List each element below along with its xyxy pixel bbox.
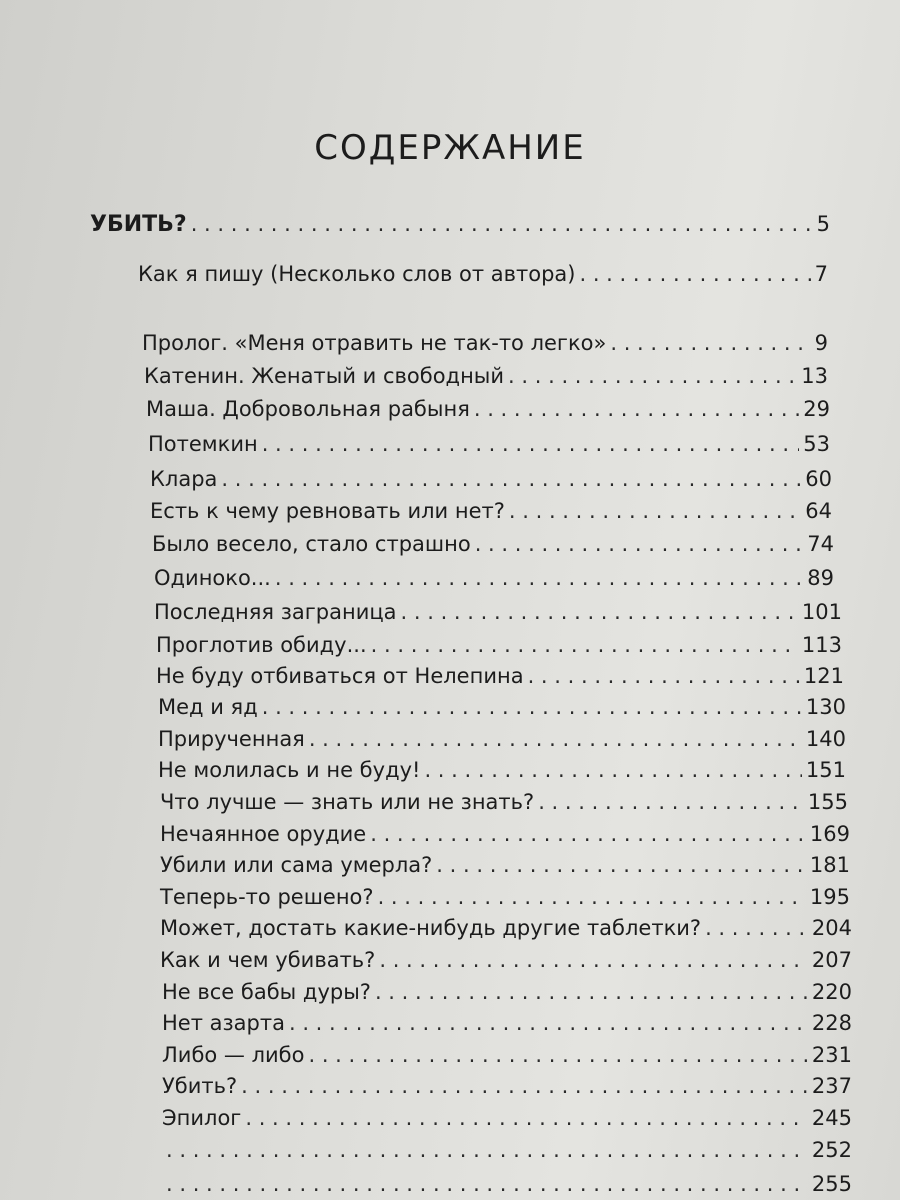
toc-entry [156, 633, 842, 657]
toc-entry [162, 1011, 852, 1035]
toc-leader-dots [538, 790, 804, 814]
toc-page-number: 7 [814, 262, 828, 286]
toc-entry-title: Не все бабы дуры? [162, 980, 371, 1004]
toc-page-number: 101 [801, 600, 842, 624]
toc-entry [162, 1138, 852, 1162]
toc-entry-title: Как я пишу (Несколько слов от автора) [138, 262, 576, 286]
toc-entry [154, 600, 842, 624]
toc-entry [152, 532, 834, 556]
toc-page-number: 151 [805, 758, 846, 782]
toc-leader-dots [166, 1172, 808, 1196]
toc-page-number: 121 [803, 664, 844, 688]
toc-entry [156, 664, 844, 688]
toc-leader-dots [705, 916, 808, 940]
toc-leader-dots [241, 1074, 808, 1098]
toc-page-number: 13 [801, 364, 828, 388]
toc-entry-title: Нечаянное орудие [160, 822, 367, 846]
toc-entry [142, 331, 828, 355]
toc-leader-dots [309, 727, 802, 751]
toc-entry [162, 1172, 852, 1196]
toc-page-number: 245 [811, 1106, 852, 1130]
toc-entry [144, 364, 828, 388]
toc-page-number: 113 [801, 633, 842, 657]
toc-leader-dots [436, 853, 806, 877]
toc-entry-title: Маша. Добровольная рабыня [146, 397, 470, 421]
toc-entry-title: Проглотив обиду... [156, 633, 367, 657]
toc-entry [160, 853, 850, 877]
toc-leader-dots [610, 331, 810, 355]
toc-leader-dots [401, 600, 798, 624]
toc-entry-title: Теперь-то решено? [160, 885, 374, 909]
toc-entry [158, 758, 846, 782]
toc-leader-dots [379, 948, 808, 972]
toc-leader-dots [375, 980, 808, 1004]
toc-entry [90, 212, 830, 237]
toc-entry-title: Мед и яд [158, 695, 258, 719]
toc-entry-title: Не буду отбиваться от Нелепина [156, 664, 524, 688]
toc-entry-title: Катенин. Женатый и свободный [144, 364, 505, 388]
toc-entry [150, 499, 832, 523]
page-title: СОДЕРЖАНИЕ [314, 128, 586, 168]
toc-leader-dots [245, 1106, 808, 1130]
toc-page-number: 29 [803, 397, 830, 421]
toc-leader-dots [579, 262, 810, 286]
toc-entry-title: Убить? [162, 1074, 238, 1098]
toc-leader-dots [166, 1138, 808, 1162]
toc-entry [160, 790, 848, 814]
toc-page-number: 252 [811, 1138, 852, 1162]
toc-entry [162, 1106, 852, 1130]
toc-entry [160, 916, 852, 940]
toc-entry [162, 1074, 852, 1098]
toc-page-number: 207 [811, 948, 852, 972]
toc-entry-title: Есть к чему ревновать или нет? [150, 499, 505, 523]
toc-leader-dots [474, 397, 799, 421]
toc-leader-dots [475, 532, 804, 556]
toc-entry-title: Одиноко... [154, 566, 271, 590]
toc-entry [148, 432, 830, 456]
toc-leader-dots [528, 664, 800, 688]
toc-page-number: 140 [805, 727, 846, 751]
toc-page-number: 255 [811, 1172, 852, 1196]
toc-page-number: 89 [807, 566, 834, 590]
toc-page-number: 130 [805, 695, 846, 719]
toc-entry [150, 467, 832, 491]
toc-entry-title: Не молилась и не буду! [158, 758, 421, 782]
toc-entry-title: Может, достать какие-нибудь другие таблетки? [160, 916, 702, 940]
toc-entry-title: Что лучше — знать или не знать? [160, 790, 535, 814]
toc-page-number: 204 [811, 916, 852, 940]
toc-page-number: 220 [811, 980, 852, 1004]
toc-entry [158, 727, 846, 751]
toc-entry [160, 885, 850, 909]
toc-entry-title: Последняя заграница [154, 600, 397, 624]
toc-entry-title: Пролог. «Меня отравить не так-то легко» [142, 331, 607, 355]
toc-leader-dots [308, 1043, 807, 1067]
toc-entry [162, 980, 852, 1004]
toc-page-number: 231 [811, 1043, 852, 1067]
toc-page-number: 64 [805, 499, 832, 523]
toc-leader-dots [221, 467, 801, 491]
toc-page-number: 9 [814, 331, 828, 355]
toc-entry-title: УБИТЬ? [90, 212, 187, 237]
toc-page-number: 228 [811, 1011, 852, 1035]
toc-page-number: 181 [809, 853, 850, 877]
toc-entry [146, 397, 830, 421]
toc-page-number: 155 [807, 790, 848, 814]
toc-entry-title: Эпилог [162, 1106, 242, 1130]
toc-entry [160, 822, 850, 846]
toc-leader-dots [262, 695, 802, 719]
toc-entry [162, 1043, 852, 1067]
toc-page-number: 5 [816, 212, 830, 236]
toc-leader-dots [191, 212, 813, 236]
toc-entry-title: Потемкин [148, 432, 258, 456]
toc-entry-title: Убили или сама умерла? [160, 853, 433, 877]
toc-entry-title: Прирученная [158, 727, 305, 751]
toc-leader-dots [378, 885, 806, 909]
toc-entry-title: Было весело, стало страшно [152, 532, 471, 556]
toc-leader-dots [289, 1011, 808, 1035]
toc-leader-dots [275, 566, 803, 590]
toc-leader-dots [370, 822, 806, 846]
toc-leader-dots [508, 364, 797, 388]
toc-leader-dots [424, 758, 801, 782]
toc-leader-dots [371, 633, 798, 657]
toc-entry-title: Либо — либо [162, 1043, 305, 1067]
toc-entry [138, 262, 828, 286]
toc-entry [154, 566, 834, 590]
toc-page-number: 53 [803, 432, 830, 456]
toc-entry [160, 948, 852, 972]
toc-page-number: 195 [809, 885, 850, 909]
toc-leader-dots [262, 432, 800, 456]
toc-page-number: 60 [805, 467, 832, 491]
toc-entry-title: Нет азарта [162, 1011, 285, 1035]
toc-entry [158, 695, 846, 719]
toc-entry-title: Как и чем убивать? [160, 948, 376, 972]
toc-page-number: 169 [809, 822, 850, 846]
toc-page-number: 237 [811, 1074, 852, 1098]
toc-page-number: 74 [807, 532, 834, 556]
toc-entry-title: Клара [150, 467, 218, 491]
toc-leader-dots [509, 499, 801, 523]
